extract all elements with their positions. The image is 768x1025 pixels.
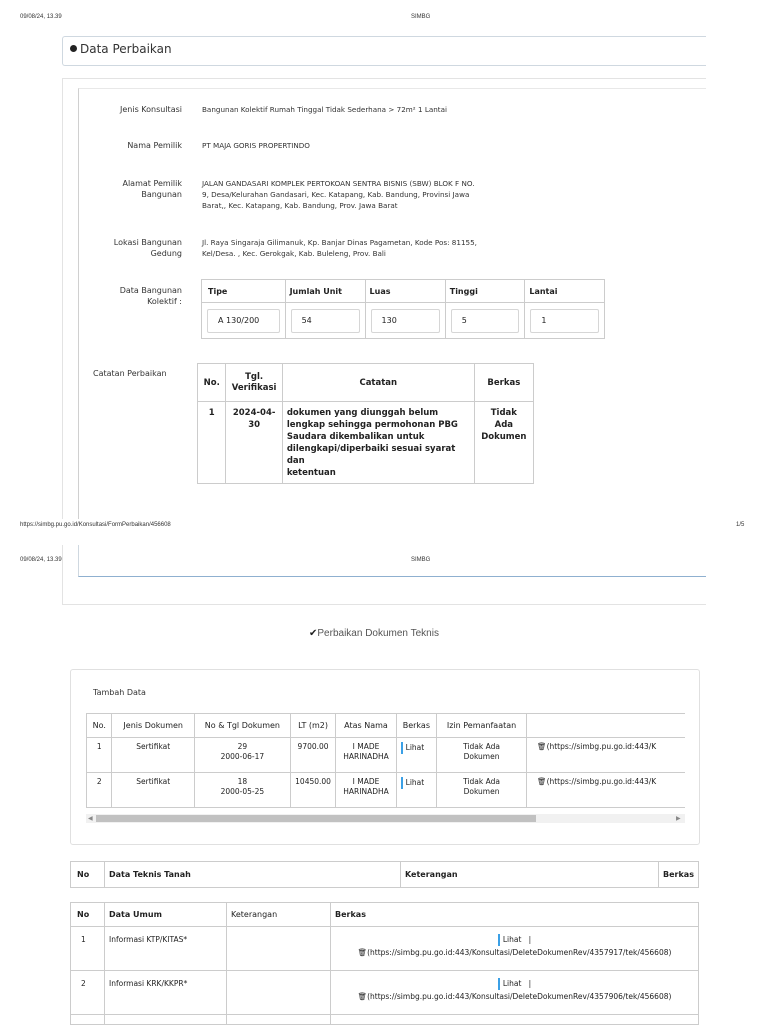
perbaikan-title-wrap xyxy=(309,628,439,639)
dok-izin-line: Dokumen xyxy=(463,787,500,796)
dok-no: 2 xyxy=(87,773,112,808)
kolektif-header: Luas xyxy=(365,280,445,303)
lokasi-line: Jl. Raya Singaraja Gilimanuk, Kp. Banjar Dinas Pagametan, Kode Pos: 81155, xyxy=(202,238,477,247)
umum-header: Keterangan xyxy=(227,903,331,927)
dok-nomor-line: 18 xyxy=(237,777,248,786)
lokasi-value xyxy=(202,237,542,259)
catatan-line: ketentuan xyxy=(286,468,336,478)
dok-lt: 9700.00 xyxy=(290,738,336,773)
scroll-left-arrow-icon[interactable]: ◀ xyxy=(88,815,93,822)
kolektif-header: Jumlah Unit xyxy=(285,280,365,303)
umum-berkas-top xyxy=(332,933,697,946)
dok-izin xyxy=(437,773,527,808)
print-title: SIMBG xyxy=(411,557,431,563)
umum-header: No xyxy=(71,903,105,927)
check-icon: ✔ xyxy=(309,628,318,639)
tanah-header: Berkas xyxy=(659,862,699,888)
nama-pemilik-label: Nama Pemilik xyxy=(127,141,182,150)
lokasi-label-line: Gedung xyxy=(150,249,182,258)
dok-nama-line: I MADE xyxy=(352,777,380,786)
catatan-berkas-line: Ada xyxy=(494,420,514,430)
catatan-line: lengkap sehingga permohonan PBG xyxy=(286,420,458,430)
separator: | xyxy=(528,935,532,944)
lihat-bar-icon xyxy=(401,777,403,789)
dok-berkas xyxy=(396,773,436,808)
alamat-line: Barat,, Kec. Katapang, Kab. Bandung, Prov. Jawa Barat xyxy=(202,201,398,210)
catatan-no: 1 xyxy=(198,402,226,484)
print-title: SIMBG xyxy=(411,14,431,20)
lihat-bar-icon xyxy=(498,934,500,946)
dok-nama xyxy=(336,738,396,773)
dokumen-header: No & Tgl Dokumen xyxy=(195,714,291,738)
dokumen-header: Berkas xyxy=(396,714,436,738)
detail-card-inner-bottom xyxy=(78,545,706,577)
lokasi-line: Kel/Desa. , Kec. Gerokgak, Kab. Buleleng, Prov. Bali xyxy=(202,249,386,258)
dok-nomor xyxy=(195,738,291,773)
catatan-berkas-line: Dokumen xyxy=(481,432,527,442)
umum-nama xyxy=(105,1015,227,1025)
dok-nama-line: HARINADHA xyxy=(343,787,389,796)
dok-nama xyxy=(336,773,396,808)
dokumen-header: Izin Pemanfaatan xyxy=(437,714,527,738)
jenis-konsultasi-label: Jenis Konsultasi xyxy=(120,105,182,114)
trash-icon[interactable]: 🗑 xyxy=(357,992,368,1001)
horizontal-scrollbar[interactable] xyxy=(86,814,685,823)
catatan-header: No. xyxy=(198,364,226,402)
catatan-header xyxy=(226,364,282,402)
dok-jenis: Sertifikat xyxy=(112,738,195,773)
delete-link[interactable]: (https://simbg.pu.go.id:443/K xyxy=(546,777,657,786)
lihat-link[interactable]: Lihat xyxy=(502,979,522,988)
delete-link[interactable]: (https://simbg.pu.go.id:443/Konsultasi/DeleteDokumenRev/4357917/tek/456608) xyxy=(367,948,672,957)
catatan-table xyxy=(197,363,534,484)
kolektif-table xyxy=(201,279,605,339)
alamat-line: 9, Desa/Kelurahan Gandasari, Kec. Katapang, Kab. Bandung, Provinsi Jawa xyxy=(202,190,470,199)
dok-lt: 10450.00 xyxy=(290,773,336,808)
catatan-tgl-line: 30 xyxy=(248,420,261,430)
umum-no: 2 xyxy=(71,971,105,1015)
dokumen-header: Atas Nama xyxy=(336,714,396,738)
print-date: 09/08/24, 13.39 xyxy=(20,557,62,563)
print-date: 09/08/24, 13.39 xyxy=(20,14,62,20)
tipe-input[interactable]: A 130/200 xyxy=(207,309,280,333)
umum-nama: Informasi KTP/KITAS* xyxy=(105,927,227,971)
umum-berkas xyxy=(331,971,699,1015)
umum-berkas xyxy=(331,1015,699,1025)
tanah-header: Keterangan xyxy=(401,862,659,888)
lihat-bar-icon xyxy=(401,742,403,754)
umum-delete[interactable] xyxy=(332,946,697,959)
kolektif-label xyxy=(78,285,182,307)
catatan-berkas xyxy=(474,402,533,484)
catatan-line: Saudara dikembalikan untuk xyxy=(286,432,425,442)
dok-izin xyxy=(437,738,527,773)
alamat-value xyxy=(202,178,542,211)
alamat-line: JALAN GANDASARI KOMPLEK PERTOKOAN SENTRA BISNIS (SBW) BLOK F NO. xyxy=(202,179,475,188)
dok-nama-line: I MADE xyxy=(352,742,380,751)
trash-icon[interactable]: 🗑 xyxy=(537,777,547,786)
footer-url: https://simbg.pu.go.id/Konsultasi/FormPerbaikan/456608 xyxy=(20,522,171,528)
lokasi-label xyxy=(78,237,182,259)
nama-pemilik-value: PT MAJA GORIS PROPERTINDO xyxy=(202,141,310,150)
section-title: Data Perbaikan xyxy=(80,42,172,56)
perbaikan-title: Perbaikan Dokumen Teknis xyxy=(317,628,439,639)
alamat-label xyxy=(78,178,182,200)
lihat-link[interactable]: Lihat xyxy=(502,935,522,944)
umum-keterangan xyxy=(227,1015,331,1025)
delete-link[interactable]: (https://simbg.pu.go.id:443/K xyxy=(546,742,657,751)
tanah-header: Data Teknis Tanah xyxy=(105,862,401,888)
trash-icon[interactable]: 🗑 xyxy=(357,948,368,957)
dokumen-table xyxy=(86,713,685,808)
catatan-header-line: Tgl. xyxy=(245,371,264,382)
dok-nomor-line: 29 xyxy=(237,742,248,751)
jenis-konsultasi-value: Bangunan Kolektif Rumah Tinggal Tidak Sederhana > 72m² 1 Lantai xyxy=(202,105,448,114)
alamat-label-line: Bangunan xyxy=(141,190,182,199)
dok-tgl-line: 2000-05-25 xyxy=(220,787,265,796)
lantai-input[interactable]: 1 xyxy=(530,309,599,333)
catatan-header-line: Verifikasi xyxy=(231,382,277,393)
kolektif-label-line: Kolektif : xyxy=(147,297,182,306)
dok-izin-line: Tidak Ada xyxy=(463,777,500,786)
jumlah-unit-input[interactable]: 54 xyxy=(291,309,360,333)
umum-nama: Informasi KRK/KKPR* xyxy=(105,971,227,1015)
dok-tgl-line: 2000-06-17 xyxy=(220,752,265,761)
kolektif-header: Tipe xyxy=(202,280,286,303)
alamat-label-line: Alamat Pemilik xyxy=(122,179,182,188)
catatan-berkas-line: Tidak xyxy=(490,408,517,418)
dokumen-header: LT (m2) xyxy=(290,714,336,738)
catatan-text xyxy=(282,402,474,484)
catatan-tgl xyxy=(226,402,282,484)
dok-izin-line: Dokumen xyxy=(463,752,500,761)
data-perbaikan-title-wrap xyxy=(70,42,172,56)
delete-link[interactable]: (https://simbg.pu.go.id:443/Konsultasi/DeleteDokumenRev/4357906/tek/456608) xyxy=(367,992,672,1001)
dok-nama-line: HARINADHA xyxy=(343,752,389,761)
lihat-link[interactable]: Lihat xyxy=(405,778,425,787)
scrollbar-thumb[interactable] xyxy=(96,815,536,822)
trash-icon[interactable]: 🗑 xyxy=(537,742,547,751)
umum-header: Data Umum xyxy=(105,903,227,927)
lokasi-label-line: Lokasi Bangunan xyxy=(113,238,182,247)
dok-berkas xyxy=(396,738,436,773)
dok-nomor xyxy=(195,773,291,808)
umum-berkas-top xyxy=(332,977,697,990)
tanah-table xyxy=(70,861,699,888)
catatan-label: Catatan Perbaikan xyxy=(93,369,167,378)
info-icon xyxy=(70,45,77,52)
separator: | xyxy=(528,979,532,988)
umum-keterangan xyxy=(227,971,331,1015)
dok-aksi[interactable] xyxy=(527,773,685,808)
footer-page: 1/5 xyxy=(736,522,745,528)
umum-header: Berkas xyxy=(331,903,699,927)
dokumen-scroll-area xyxy=(86,713,685,813)
tambah-data-button[interactable]: Tambah Data xyxy=(93,688,146,697)
catatan-line: dilengkapi/diperbaiki sesuai syarat dan xyxy=(286,444,456,466)
kolektif-header: Lantai xyxy=(525,280,605,303)
umum-berkas xyxy=(331,927,699,971)
dokumen-header xyxy=(527,714,685,738)
dokumen-header: No. xyxy=(87,714,112,738)
tinggi-input[interactable]: 5 xyxy=(451,309,520,333)
umum-delete[interactable] xyxy=(332,990,697,1003)
scroll-right-arrow-icon[interactable]: ▶ xyxy=(676,815,681,822)
tanah-header: No xyxy=(71,862,105,888)
catatan-line: dokumen yang diunggah belum xyxy=(286,408,439,418)
umum-table xyxy=(70,902,699,1025)
lihat-link[interactable]: Lihat xyxy=(405,743,425,752)
luas-input[interactable]: 130 xyxy=(371,309,440,333)
catatan-tgl-line: 2024-04- xyxy=(232,408,276,418)
dok-no: 1 xyxy=(87,738,112,773)
dok-aksi[interactable] xyxy=(527,738,685,773)
kolektif-label-line: Data Bangunan xyxy=(119,286,182,295)
lihat-bar-icon xyxy=(498,978,500,990)
catatan-header: Catatan xyxy=(282,364,474,402)
catatan-header: Berkas xyxy=(474,364,533,402)
dokumen-header: Jenis Dokumen xyxy=(112,714,195,738)
umum-no: 1 xyxy=(71,927,105,971)
dok-jenis: Sertifikat xyxy=(112,773,195,808)
kolektif-header: Tinggi xyxy=(445,280,525,303)
dok-izin-line: Tidak Ada xyxy=(463,742,500,751)
umum-no xyxy=(71,1015,105,1025)
umum-keterangan xyxy=(227,927,331,971)
